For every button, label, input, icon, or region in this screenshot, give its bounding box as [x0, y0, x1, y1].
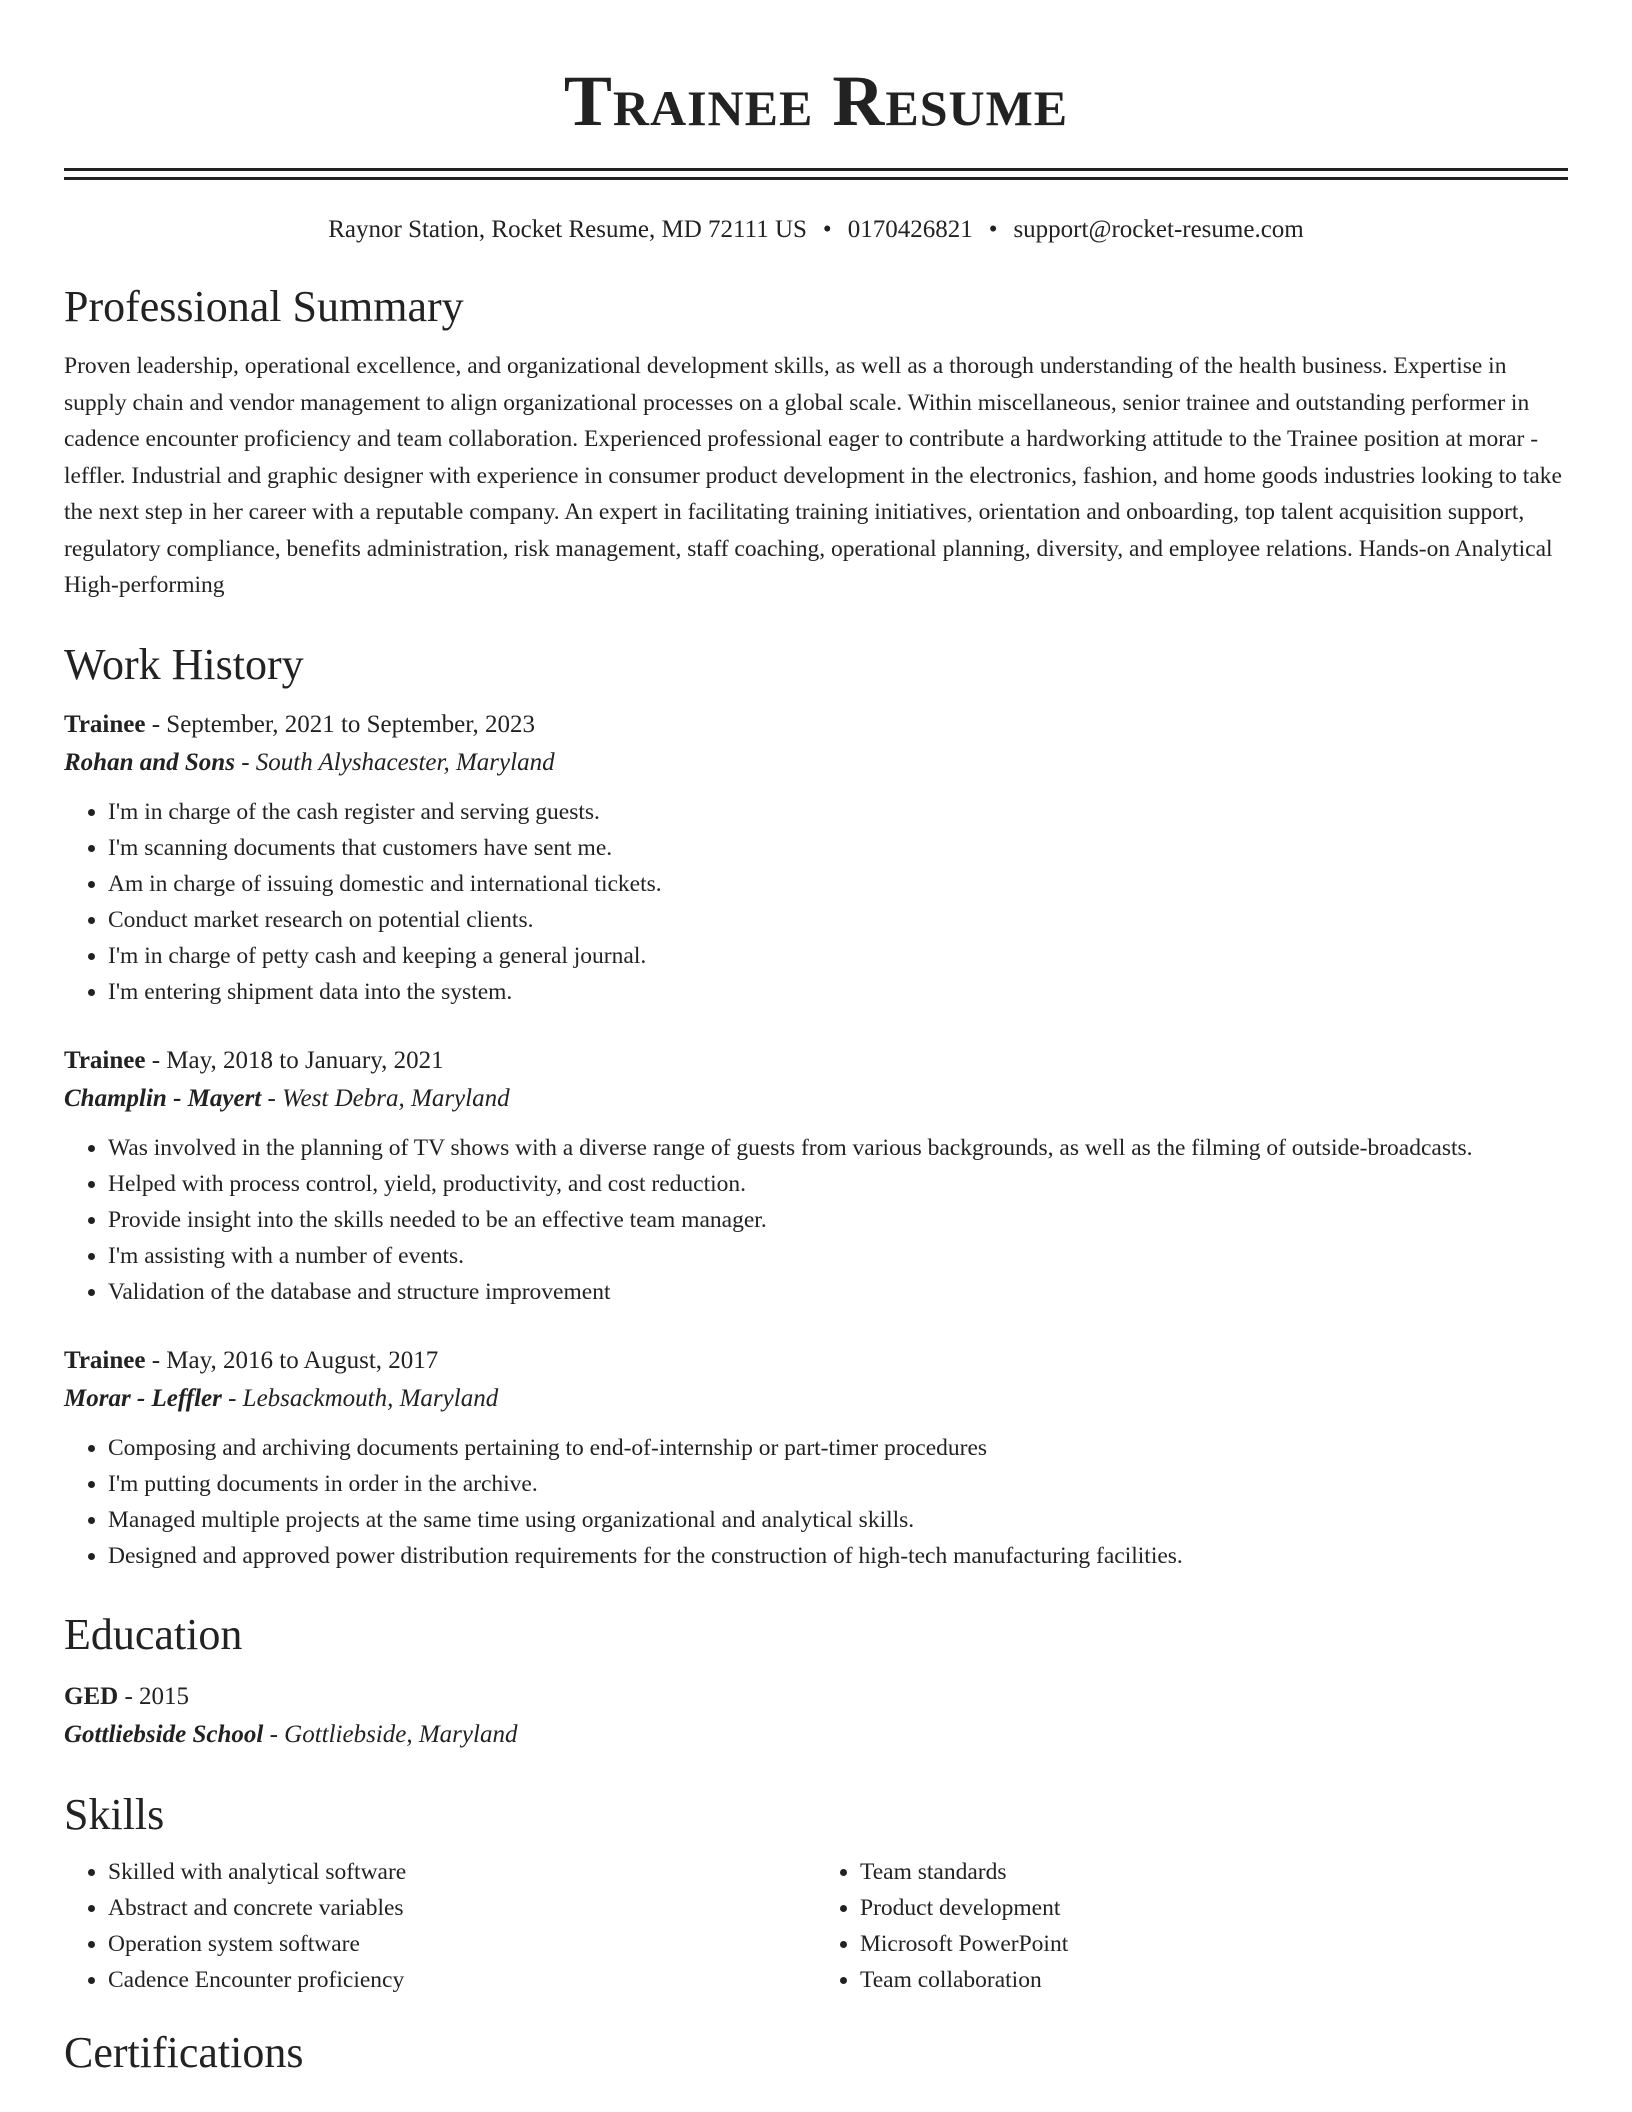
- list-item: • I'm putting documents in order in the archive.: [108, 1466, 1568, 1502]
- list-item: • Team collaboration: [860, 1962, 1568, 1998]
- page-title: Trainee Resume: [563, 61, 1069, 141]
- skills-right-column: [816, 1854, 1568, 1998]
- education-location: - Gottliebside, Maryland: [263, 1720, 518, 1748]
- list-item: • I'm in charge of petty cash and keeping a general journal.: [108, 938, 1568, 974]
- list-item: • Team standards: [860, 1854, 1568, 1890]
- education-institution: [64, 1716, 1568, 1754]
- contact-separator: •: [988, 216, 998, 243]
- contact-address: Raynor Station, Rocket Resume, MD 72111 US: [328, 216, 807, 243]
- job-bullets: [64, 1430, 1568, 1574]
- job-location: - West Debra, Maryland: [261, 1084, 510, 1112]
- summary-text: Proven leadership, operational excellence, and organizational development skills, as well as a thorough understanding of the health business. Expertise in supply chain and vendor management to align organizational processes on a global scale. Within miscellaneous, senior trainee and outstanding performer in cadence encounter proficiency and team collaboration. Experienced professional eager to contribute a hardworking attitude to the Trainee position at morar - leffler. Industrial and graphic designer with experience in consumer product development in the electronics, fashion, and home goods industries looking to take the next step in her career with a reputable company. An expert in facilitating training initiatives, orientation and onboarding, top talent acquisition support, regulatory compliance, benefits administration, risk management, staff coaching, operational planning, diversity, and employee relations. Hands-on Analytical High-performing: [64, 353, 1562, 598]
- list-item: • Am in charge of issuing domestic and international tickets.: [108, 866, 1568, 902]
- contact-phone: 0170426821: [847, 216, 973, 243]
- work-history-heading: Work History: [64, 639, 304, 689]
- job-entry: [64, 1342, 1568, 1574]
- list-item: • I'm scanning documents that customers have sent me.: [108, 830, 1568, 866]
- education-header: [64, 1678, 1568, 1716]
- job-company: Morar - Leffler: [64, 1384, 222, 1412]
- list-item: • Skilled with analytical software: [108, 1854, 816, 1890]
- contact-separator: •: [822, 216, 832, 243]
- list-item: • Operation system software: [108, 1926, 816, 1962]
- job-employer: [64, 744, 1568, 782]
- list-item: • I'm assisting with a number of events.: [108, 1238, 1568, 1274]
- list-item: • I'm in charge of the cash register and serving guests.: [108, 794, 1568, 830]
- list-item: • Microsoft PowerPoint: [860, 1926, 1568, 1962]
- list-item: • Helped with process control, yield, productivity, and cost reduction.: [108, 1166, 1568, 1202]
- list-item: • Designed and approved power distribution requirements for the construction of high-tech manufacturing facilities.: [108, 1538, 1568, 1574]
- job-employer: [64, 1380, 1568, 1418]
- skills-columns: [64, 1854, 1568, 1998]
- job-entry: [64, 706, 1568, 1010]
- education-entry: [64, 1678, 1568, 1754]
- education-heading: Education: [64, 1609, 243, 1659]
- list-item: • Validation of the database and structure improvement: [108, 1274, 1568, 1310]
- job-dates: - May, 2018 to January, 2021: [145, 1046, 444, 1074]
- job-bullets: [64, 1130, 1568, 1310]
- list-item: • I'm entering shipment data into the system.: [108, 974, 1568, 1010]
- education-school: Gottliebside School: [64, 1720, 264, 1748]
- job-header: [64, 1042, 1568, 1080]
- list-item: • Composing and archiving documents pertaining to end-of-internship or part-timer procedures: [108, 1430, 1568, 1466]
- list-item: • Provide insight into the skills needed to be an effective team manager.: [108, 1202, 1568, 1238]
- job-location: - Lebsackmouth, Maryland: [221, 1384, 499, 1412]
- job-title: Trainee: [64, 1046, 146, 1074]
- job-bullets: [64, 794, 1568, 1010]
- list-item: • Conduct market research on potential clients.: [108, 902, 1568, 938]
- list-item: • Managed multiple projects at the same time using organizational and analytical skills.: [108, 1502, 1568, 1538]
- title-divider-bottom: [64, 177, 1568, 180]
- summary-heading: Professional Summary: [64, 282, 464, 331]
- list-item: • Abstract and concrete variables: [108, 1890, 816, 1926]
- job-title: Trainee: [64, 1346, 146, 1374]
- certifications-heading: Certifications: [64, 2027, 304, 2077]
- skills-left-column: [64, 1854, 816, 1998]
- contact-email: support@rocket-resume.com: [1013, 216, 1304, 243]
- job-header: [64, 706, 1568, 744]
- job-location: - South Alyshacester, Maryland: [234, 748, 555, 776]
- education-year: - 2015: [118, 1682, 190, 1710]
- contact-line: [64, 214, 1568, 246]
- job-dates: - September, 2021 to September, 2023: [145, 710, 536, 738]
- job-dates: - May, 2016 to August, 2017: [145, 1346, 439, 1374]
- skills-heading: Skills: [64, 1789, 165, 1839]
- job-entry: [64, 1042, 1568, 1310]
- job-header: [64, 1342, 1568, 1380]
- job-title: Trainee: [64, 710, 146, 738]
- title-divider-top: [64, 168, 1568, 171]
- list-item: • Was involved in the planning of TV shows with a diverse range of guests from various backgrounds, as well as the filming of outside-broadcasts.: [108, 1130, 1568, 1166]
- list-item: • Product development: [860, 1890, 1568, 1926]
- education-degree: GED: [64, 1682, 119, 1710]
- job-company: Rohan and Sons: [64, 748, 235, 776]
- list-item: • Cadence Encounter proficiency: [108, 1962, 816, 1998]
- job-company: Champlin - Mayert: [64, 1084, 262, 1112]
- job-employer: [64, 1080, 1568, 1118]
